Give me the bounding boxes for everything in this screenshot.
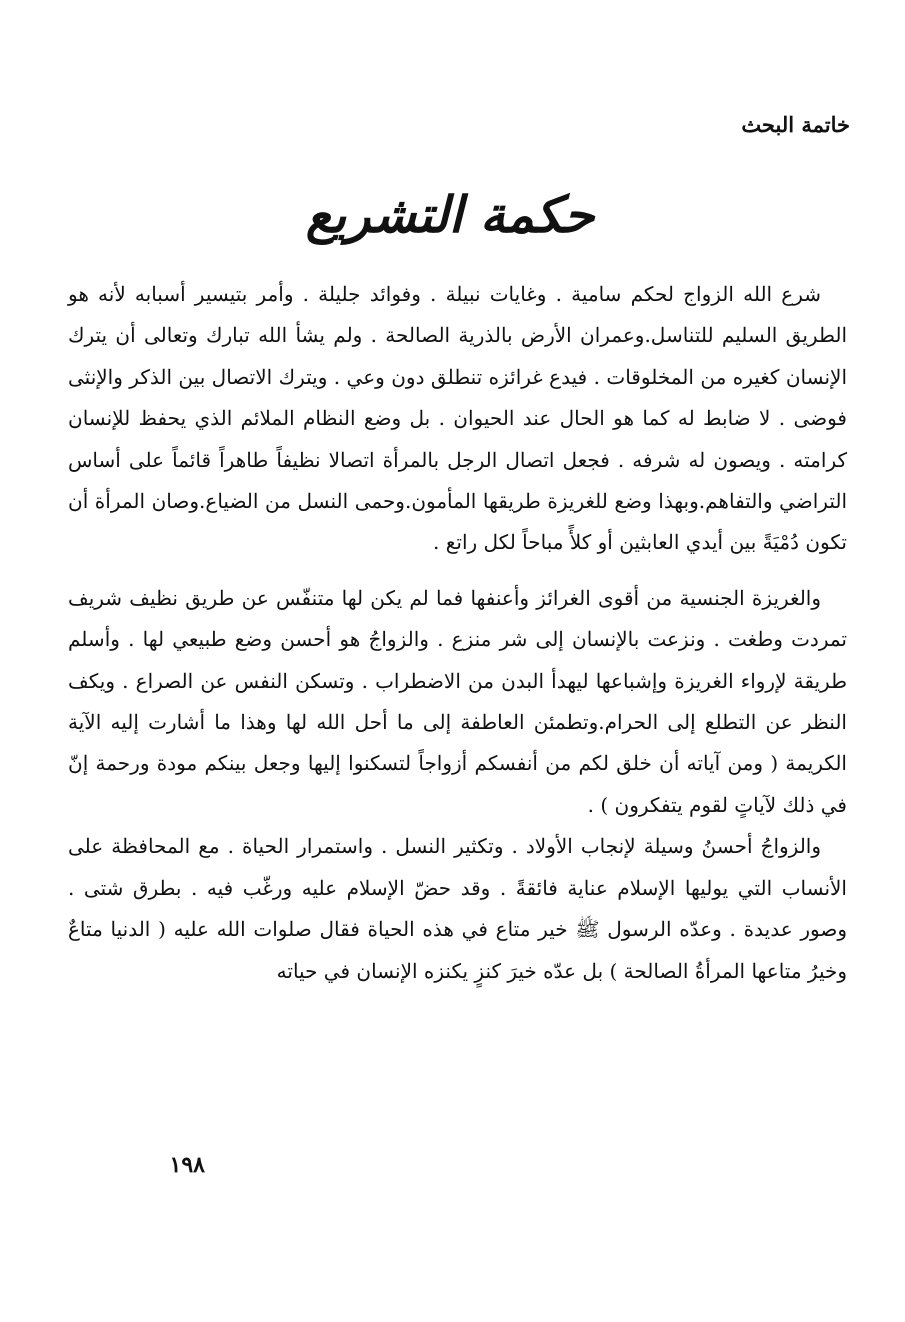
paragraph-1: شرع الله الزواج لحكم سامية . وغايات نبيلة . وفوائد جليلة . وأمر بتيسير أسبابه لأنه هو الطريق السليم للتناسل.وعمران الأرض بالذرية الصالحة . ولم يشأ الله تبارك وتعالى أن يترك الإنسان كغيره من المخلوقات . فيدع غرائزه تنطلق دون وعي . ويترك الاتصال بين الذكر والإنثى فوضى . لا ضابط له كما هو الحال عند الحيوان . بل وضع النظام الملائم الذي يحفظ للإنسان كرامته . ويصون له شرفه . فجعل اتصال الرجل بالمرأة اتصالا نظيفاً طاهراً قائماً على أساس التراضي والتفاهم.وبهذا وضع للغريزة طريقها المأمون.وحمى النسل من الضياع.وصان المرأة أن تكون دُمْيَةً بين أيدي العابثين أو كلأً مباحاً لكل راتع . xyxy=(68,282,848,555)
paragraph-gap xyxy=(68,564,847,578)
body-text xyxy=(68,274,847,992)
section-title: حكمة التشريع xyxy=(305,185,595,244)
paragraph-3: والزواجُ أحسنُ وسيلة لإنجاب الأولاد . وتكثير النسل . واستمرار الحياة . مع المحافظة على الأنساب التي يوليها الإسلام عناية فائقةً . وقد حضّ الإسلام عليه ورغّب فيه . بطرق شتى . وصور عديدة . وعدّه الرسول ﷺ خير متاع في هذه الحياة فقال صلوات الله عليه ( الدنيا متاعٌ وخيرُ متاعها المرأةُ الصالحة ) بل عدّه خيرَ كنزٍ يكنزه الإنسان في حياته xyxy=(68,834,847,983)
running-head: خاتمة البحث xyxy=(741,112,850,137)
paragraph-2: والغريزة الجنسية من أقوى الغرائز وأعنفها فما لم يكن لها متنفّس عن طريق نظيف شريف تمردت وطغت . ونزعت بالإنسان إلى شر منزع . والزواجُ هو أحسن وضع طبيعي لها . وأسلم طريقة لإرواء الغريزة وإشباعها ليهدأ البدن من الاضطراب . وتسكن النفس عن الصراع . ويكف النظر عن التطلع إلى الحرام.وتطمئن العاطفة إلى ما أحل الله لها وهذا ما أشارت إليه الآية الكريمة ( ومن آياته أن خلق لكم من أنفسكم أزواجاً لتسكنوا إليها وجعل بينكم مودة ورحمة إنّ في ذلك لآياتٍ لقوم يتفكرون ) . xyxy=(68,585,847,817)
page-number: ١٩٨ xyxy=(169,1152,205,1178)
section-title-calligraphy xyxy=(300,170,600,265)
